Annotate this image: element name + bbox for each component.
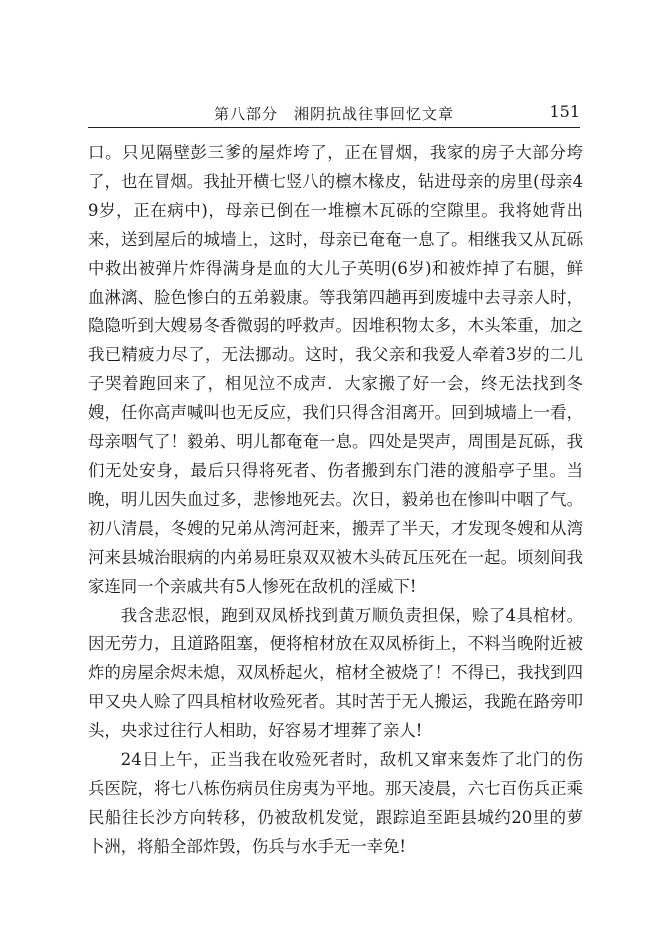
- paragraph-1: 口。只见隔壁彭三爹的屋炸垮了，正在冒烟，我家的房子大部分垮了，也在冒烟。我扯开横七竖八的檩木椽皮，钻进母亲的房里(母亲49岁，正在病中)，母亲已倒在一堆檩木瓦砾的空隙里。我将她背出来，送到屋后的城墙上，这时，母亲已奄奄一息了。相继我又从瓦砾中救出被弹片炸得满身是血的大儿子英明(6岁)和被炸掉了右腿，鲜血淋漓、脸色惨白的五弟毅康。等我第四趟再到废墟中去寻亲人时，隐隐听到大嫂易冬香微弱的呼救声。因堆积物太多，木头笨重，加之我已精疲力尽了，无法挪动。这时，我父亲和我爱人牵着3岁的二儿子哭着跑回来了，相见泣不成声．大家搬了好一会，终无法找到冬嫂，任你高声喊叫也无反应，我们只得含泪离开。回到城墙上一看，母亲咽气了！毅弟、明儿都奄奄一息。四处是哭声，周围是瓦砾，我们无处安身，最后只得将死者、伤者搬到东门港的渡船亭子里。当晚，明儿因失血过多，悲惨地死去。次日，毅弟也在惨叫中咽了气。初八清晨，冬嫂的兄弟从湾河赶来，搬弄了半天，才发现冬嫂和从湾河来县城治眼病的内弟易旺泉双双被木头砖瓦压死在一起。顷刻间我家连同一个亲戚共有5人惨死在敌机的淫威下!: [88, 143, 583, 596]
- body-text: [88, 139, 583, 862]
- running-header: [88, 99, 580, 128]
- paragraph-3: 24日上午，正当我在收殓死者时，敌机又窜来轰炸了北门的伤兵医院，将七八栋伤病员住房夷为平地。那天凌晨，六七百伤兵正乘民船往长沙方向转移，仍被敌机发觉，跟踪追至距县城约20里的萝卜洲，将船全部炸毁，伤兵与水手无一幸免!: [88, 750, 583, 856]
- header-title: 第八部分 湘阴抗战往事回忆文章: [213, 105, 454, 123]
- page-number: 151: [549, 102, 580, 121]
- paragraph-2: 我含悲忍恨，跑到双凤桥找到黄万顺负责担保，赊了4具棺材。因无劳力，且道路阻塞，便将棺材放在双凤桥街上，不料当晚附近被炸的房屋余烬未熄，双凤桥起火，棺材全被烧了！不得已，我找到四甲又央人赊了四具棺材收殓死者。其时苦于无人搬运，我跪在路旁叩头，央求过往行人相助，好容易才埋葬了亲人!: [88, 605, 583, 741]
